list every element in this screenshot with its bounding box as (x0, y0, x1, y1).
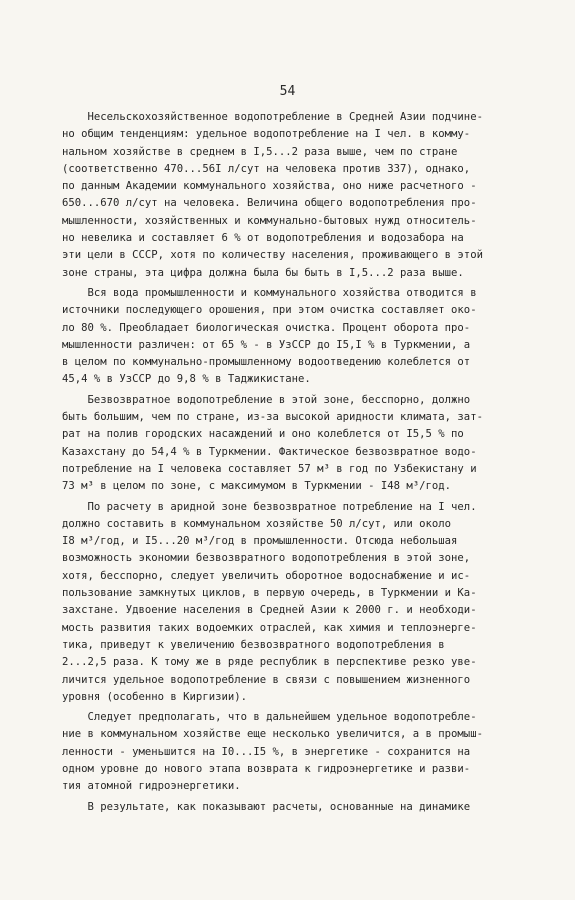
paragraph-5 (62, 709, 522, 795)
paragraph-2 (62, 285, 522, 389)
text-line: 73 м³ в целом по зоне, с максимумом в Туркмении - I48 м³/год. (62, 480, 452, 493)
text-line: но общим тенденциям: удельное водопотребление на I чел. в комму- (62, 128, 471, 141)
text-line: тия атомной гидроэнергетики. (62, 780, 241, 793)
text-line: источники последующего орошения, при этом очистка составляет око- (62, 304, 477, 317)
text-line: 650...670 л/сут на человека. Величина общего водопотребления про- (62, 197, 477, 210)
text-line: ние в коммунальном хозяйстве еще несколько увеличится, а в промыш- (62, 728, 483, 741)
text-line: нальном хозяйстве в среднем в I,5...2 раза выше, чем по стране (62, 145, 458, 158)
text-line: По расчету в аридной зоне безвозвратное потребление на I чел. (62, 500, 477, 513)
text-line: ло 80 %. Преобладает биологическая очистка. Процент оборота про- (62, 321, 471, 334)
page-number: 54 (279, 84, 296, 99)
text-line: захстане. Удвоение населения в Средней Азии к 2000 г. и необходи- (62, 604, 477, 617)
text-line: Вся вода промышленности и коммунального хозяйства отводится в (62, 286, 477, 299)
text-line: хотя, бесспорно, следует увеличить оборотное водоснабжение и ис- (62, 569, 471, 582)
paragraph-3 (62, 392, 522, 496)
text-line: 45,4 % в УзССР до 9,8 % в Таджикистане. (62, 373, 311, 386)
text-line: в целом по коммунально-промышленному водоотведению колеблется от (62, 356, 471, 369)
text-line: одном уровне до нового этапа возврата к гидроэнергетике и разви- (62, 762, 471, 775)
text-line: мышленности различен: от 65 % - в УзССР до I5,I % в Туркмении, а (62, 338, 471, 351)
text-line: ленности - уменьшится на I0...I5 %, в энергетике - сохранится на (62, 745, 471, 758)
text-line: пользование замкнутых циклов, в первую очередь, в Туркмении и Ка- (62, 587, 477, 600)
text-line: I8 м³/год, и I5...20 м³/год в промышленности. Отсюда небольшая (62, 535, 458, 548)
text-line: Несельскохозяйственное водопотребление в Средней Азии подчине- (62, 111, 483, 123)
paragraph-1 (62, 109, 522, 282)
text-line: но невелика и составляет 6 % от водопотребления и водозабора на (62, 232, 464, 245)
text-line: эти цели в СССР, хотя по количеству населения, проживающего в этой (62, 249, 483, 262)
body-text (62, 109, 522, 816)
text-line: потребление на I человека составляет 57 м³ в год по Узбекистану и (62, 462, 477, 475)
text-line: Безвозвратное водопотребление в этой зоне, бесспорно, должно (62, 393, 471, 406)
text-line: 2...2,5 раза. К тому же в ряде республик в перспективе резко уве- (62, 656, 477, 669)
text-line: (соответственно 470...56I л/сут на человека против 337), однако, (62, 162, 471, 175)
text-line: рат на полив городских насаждений и оно колеблется от I5,5 % по (62, 428, 464, 441)
paragraph-4 (62, 499, 522, 707)
text-line: возможность экономии безвозвратного водопотребления в этой зоне, (62, 552, 471, 565)
text-line: мость развития таких водоемких отраслей, как химия и теплоэнерге- (62, 621, 477, 634)
text-line: зоне страны, эта цифра должна была бы быть в I,5...2 раза выше. (62, 266, 464, 279)
text-line: тика, приведут к увеличению безвозвратного водопотребления в (62, 638, 445, 651)
text-line: Казахстану до 54,4 % в Туркмении. Фактическое безвозвратное водо- (62, 445, 477, 458)
text-line: мышленности, хозяйственных и коммунально-бытовых нужд относитель- (62, 214, 477, 227)
text-line: по данным Академии коммунального хозяйства, оно ниже расчетного - (62, 180, 477, 193)
text-line: уровня (особенно в Киргизии). (62, 690, 247, 703)
paragraph-6 (62, 799, 522, 816)
text-line: В результате, как показывают расчеты, основанные на динамике (62, 800, 471, 813)
text-line: личится удельное водопотребление в связи с повышением жизненного (62, 673, 471, 686)
text-line: должно составить в коммунальном хозяйстве 50 л/сут, или около (62, 517, 452, 530)
text-line: Следует предполагать, что в дальнейшем удельное водопотребле- (62, 711, 477, 724)
text-line: быть большим, чем по стране, из-за высокой аридности климата, зат- (62, 411, 483, 424)
